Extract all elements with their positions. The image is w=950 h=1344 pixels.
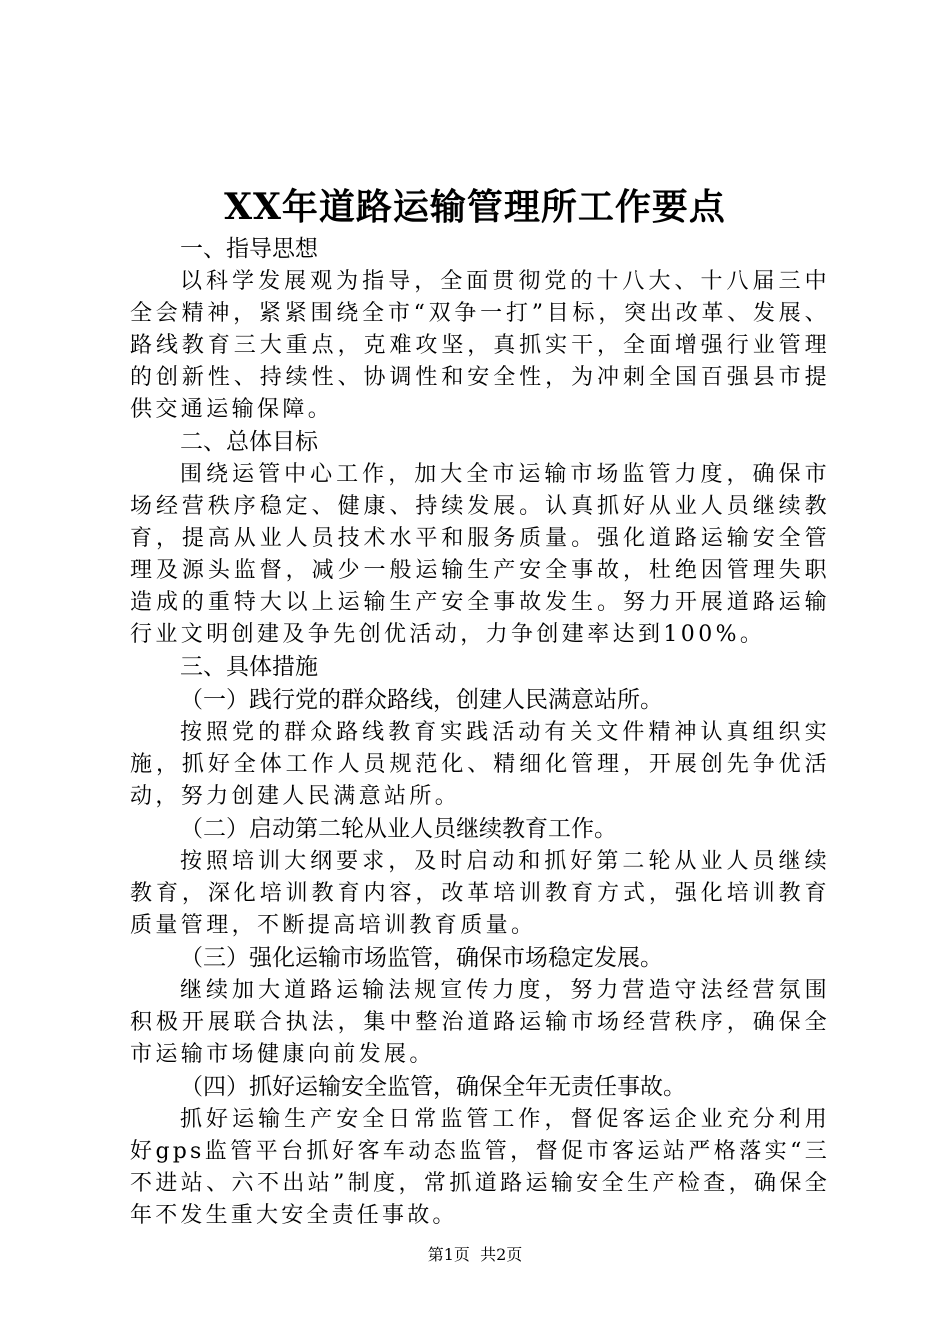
subsection-paragraph: 抓好运输生产安全日常监管工作，督促客运企业充分利用好gps监管平台抓好客车动态监管，督促市客运站严格落实“三不进站、六不出站”制度，常抓道路运输安全生产检查，确保全年不发生重大安全责任事故。 bbox=[130, 1107, 830, 1228]
page-total: 共2页 bbox=[480, 1245, 523, 1264]
subsection-heading: （二）启动第二轮从业人员继续教育工作。 bbox=[180, 816, 617, 842]
page-number: 第1页 bbox=[427, 1245, 470, 1264]
document-body bbox=[130, 233, 830, 1232]
section-paragraph: 以科学发展观为指导，全面贯彻党的十八大、十八届三中全会精神，紧紧围绕全市“双争一打”目标，突出改革、发展、路线教育三大重点，克难攻坚，真抓实干，全面增强行业管理的创新性、持续性、协调性和安全性，为冲刺全国百强县市提供交通运输保障。 bbox=[130, 269, 830, 422]
section-heading: 三、具体措施 bbox=[180, 654, 318, 680]
page-footer bbox=[0, 1243, 950, 1267]
document-title: XX年道路运输管理所工作要点 bbox=[224, 186, 726, 228]
section-heading: 一、指导思想 bbox=[180, 236, 318, 262]
section-heading: 二、总体目标 bbox=[180, 429, 318, 455]
subsection-paragraph: 按照党的群众路线教育实践活动有关文件精神认真组织实施，抓好全体工作人员规范化、精细化管理，开展创先争优活动，努力创建人民满意站所。 bbox=[130, 720, 830, 809]
subsection-paragraph: 继续加大道路运输法规宣传力度，努力营造守法经营氛围积极开展联合执法，集中整治道路运输市场经营秩序，确保全市运输市场健康向前发展。 bbox=[130, 978, 830, 1067]
subsection-heading: （一）践行党的群众路线，创建人民满意站所。 bbox=[180, 687, 663, 713]
section-paragraph: 围绕运管中心工作，加大全市运输市场监管力度，确保市场经营秩序稳定、健康、持续发展。认真抓好从业人员继续教育，提高从业人员技术水平和服务质量。强化道路运输安全管理及源头监督，减少一般运输生产安全事故，杜绝因管理失职造成的重特大以上运输生产安全事故发生。努力开展道路运输行业文明创建及争先创优活动，力争创建率达到100%。 bbox=[130, 462, 830, 647]
subsection-paragraph: 按照培训大纲要求，及时启动和抓好第二轮从业人员继续教育，深化培训教育内容，改革培训教育方式，强化培训教育质量管理，不断提高培训教育质量。 bbox=[130, 849, 830, 938]
subsection-heading: （三）强化运输市场监管，确保市场稳定发展。 bbox=[180, 945, 663, 971]
subsection-heading: （四）抓好运输安全监管，确保全年无责任事故。 bbox=[180, 1074, 686, 1100]
